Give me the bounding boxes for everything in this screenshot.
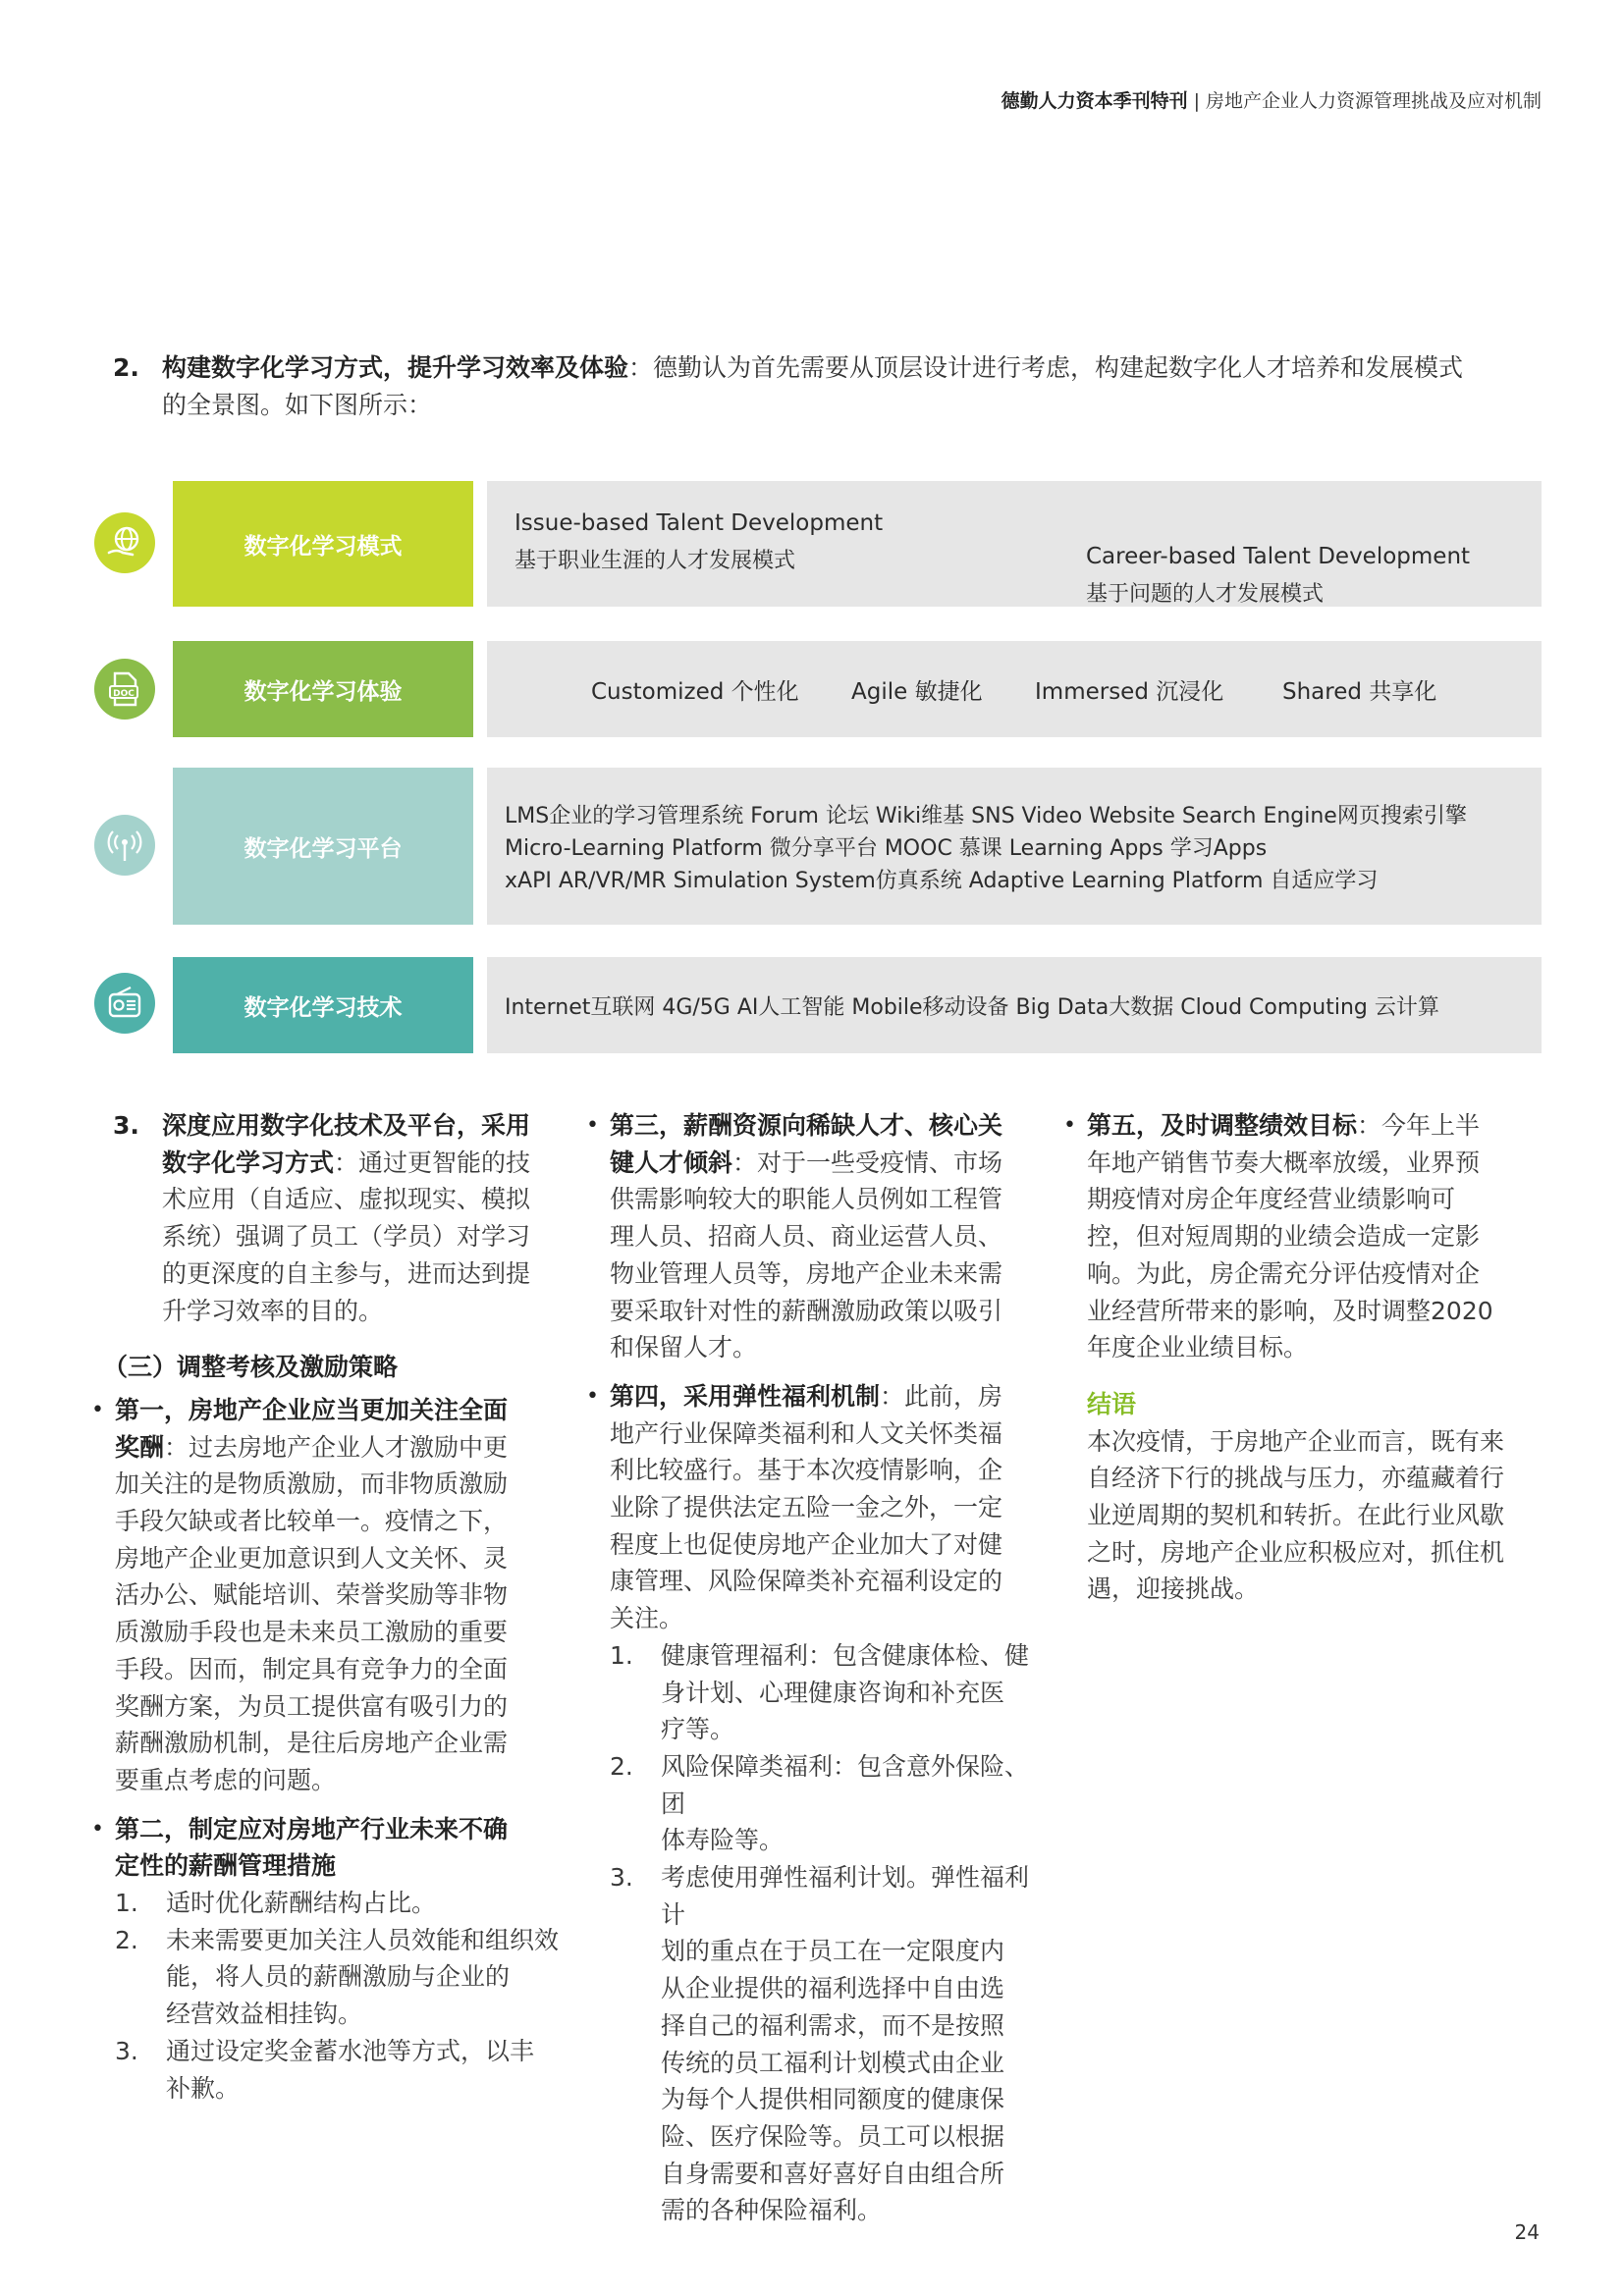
row-label-learning-technology: 数字化学习技术 xyxy=(173,957,473,1053)
bullet-third-line: 要采取针对性的薪酬激励政策以吸引 xyxy=(610,1296,1003,1325)
bullet-fifth-line: 响。为此，房企需充分评估疫情对企 xyxy=(1087,1258,1481,1288)
exp-shared: Shared 共享化 xyxy=(1282,679,1437,705)
sub-item-line: 通过设定奖金蓄水池等方式，以丰 xyxy=(166,2036,535,2065)
bullet-fourth-line: 关注。 xyxy=(610,1604,684,1633)
sub-item-line: 疗等。 xyxy=(661,1715,735,1744)
bullet-fifth-text-1: ：今年上半 xyxy=(1357,1111,1481,1140)
intro-text-1: ：德勤认为首先需要从顶层设计进行考虑，构建起数字化人才培养和发展模式 xyxy=(628,353,1464,382)
benefit-item-1 xyxy=(610,1637,1053,1748)
bullet-third-line: 和保留人才。 xyxy=(610,1333,758,1362)
mode-cn-2: 基于问题的人才发展模式 xyxy=(1086,582,1325,607)
bullet-fifth-line: 年地产销售节奏大概率放缓，业界预 xyxy=(1087,1148,1481,1177)
bullet-first-bold-1: 第一，房地产企业应当更加关注全面 xyxy=(115,1395,509,1424)
item-3-bold-1: 深度应用数字化技术及平台，采用 xyxy=(162,1111,531,1140)
bullet-second-bold-1: 第二，制定应对房地产行业未来不确 xyxy=(115,1814,509,1843)
sub-item-number: 2. xyxy=(610,1751,633,1781)
intro-text-2: 的全景图。如下图所示： xyxy=(162,391,433,419)
conclusion xyxy=(1087,1386,1549,1608)
bullet-dot: • xyxy=(586,1113,599,1138)
item-3-line: 升学习效率的目的。 xyxy=(162,1296,384,1325)
column-1 xyxy=(91,1107,560,2107)
bullet-fourth-text-1: ：此前，房 xyxy=(880,1381,1003,1411)
sub-item-number: 3. xyxy=(115,2036,138,2065)
item-3-bold-2: 数字化学习方式 xyxy=(162,1148,335,1177)
row-box-learning-mode xyxy=(487,481,1542,607)
sub-item-line: 择自己的福利需求，而不是按照 xyxy=(661,2010,1005,2040)
benefit-item-3 xyxy=(610,1859,1053,2229)
mode-cn-1: 基于职业生涯的人才发展模式 xyxy=(514,549,796,573)
sub-item-line: 身计划、心理健康咨询和补充医 xyxy=(661,1678,1005,1707)
mode-en-2: Career-based Talent Development xyxy=(1086,544,1471,569)
sub-item-line: 为每个人提供相同额度的健康保 xyxy=(661,2085,1005,2114)
conclusion-line: 之时，房地产企业应积极应对，抓住机 xyxy=(1087,1537,1505,1567)
running-header xyxy=(1001,86,1542,113)
bullet-first-bold-2: 奖酬 xyxy=(115,1432,165,1462)
platform-line-1: LMS企业的学习管理系统 Forum 论坛 Wiki维基 SNS Video Website Search Engine网页搜索引擎 xyxy=(505,804,1467,828)
bullet-first-line: 质激励手段也是未来员工激励的重要 xyxy=(115,1618,509,1647)
sub-item-line: 能，将人员的薪酬激励与企业的 xyxy=(166,1962,511,1992)
row-box-learning-experience xyxy=(487,641,1542,737)
item-3-line: 术应用（自适应、虚拟现实、模拟 xyxy=(162,1185,531,1214)
bullet-fourth-bold-1: 第四，采用弹性福利机制 xyxy=(610,1381,881,1411)
intro-bold: 构建数字化学习方式，提升学习效率及体验 xyxy=(162,353,629,382)
row-box-learning-technology xyxy=(487,957,1542,1053)
publication-name: 德勤人力资本季刊特刊 xyxy=(1001,90,1188,112)
conclusion-title: 结语 xyxy=(1087,1389,1137,1418)
sub-item-number: 1. xyxy=(610,1640,633,1670)
conclusion-line: 本次疫情，于房地产企业而言，既有来 xyxy=(1087,1426,1505,1456)
bullet-first xyxy=(91,1392,560,1799)
sub-item-line: 传统的员工福利计划模式由企业 xyxy=(661,2048,1005,2077)
column-3 xyxy=(1063,1107,1549,1608)
bullet-third xyxy=(586,1107,1053,1366)
doc-icon xyxy=(94,659,155,720)
bullet-second xyxy=(91,1811,560,2108)
bullet-first-line: 要重点考虑的问题。 xyxy=(115,1765,337,1794)
page-number: 24 xyxy=(1514,2220,1540,2244)
sub-item-line: 经营效益相挂钩。 xyxy=(166,2000,363,2029)
sub-item-number: 2. xyxy=(115,1925,138,1954)
sub-item-line: 自身需要和喜好喜好自由组合所 xyxy=(661,2159,1005,2188)
bullet-dot: • xyxy=(91,1397,104,1422)
exp-customized: Customized 个性化 xyxy=(591,679,799,705)
bullet-first-line: 薪酬激励机制，是往后房地产企业需 xyxy=(115,1729,509,1758)
bullet-fourth-line: 业除了提供法定五险一金之外，一定 xyxy=(610,1493,1003,1522)
sub-item-line: 从企业提供的福利选择中自由选 xyxy=(661,1974,1005,2003)
bullet-first-line: 手段欠缺或者比较单一。疫情之下， xyxy=(115,1507,509,1536)
row-label-learning-platform: 数字化学习平台 xyxy=(173,768,473,925)
bullet-fourth-line: 康管理、风险保障类补充福利设定的 xyxy=(610,1567,1003,1596)
globe-hand-icon xyxy=(94,512,155,573)
item-3-text-2: ：通过更智能的技 xyxy=(334,1148,531,1177)
exp-immersed: Immersed 沉浸化 xyxy=(1035,679,1224,705)
sub-item-number: 1. xyxy=(115,1889,138,1918)
mode-en-1: Issue-based Talent Development xyxy=(514,510,884,536)
row-label-learning-experience: 数字化学习体验 xyxy=(173,641,473,737)
sub-item-line: 划的重点在于员工在一定限度内 xyxy=(661,1937,1005,1966)
item-3-number: 3. xyxy=(113,1111,139,1140)
bullet-second-bold-2: 定性的薪酬管理措施 xyxy=(115,1851,337,1881)
sub-item-2 xyxy=(115,1922,560,2033)
bullet-first-line: 手段。因而，制定具有竞争力的全面 xyxy=(115,1654,509,1683)
header-separator: | xyxy=(1193,90,1200,112)
exp-agile: Agile 敏捷化 xyxy=(851,679,983,705)
bullet-fifth-line: 业经营所带来的影响，及时调整2020 xyxy=(1087,1296,1493,1325)
bullet-first-line: 加关注的是物质激励，而非物质激励 xyxy=(115,1469,509,1499)
sub-item-number: 3. xyxy=(610,1863,633,1893)
technology-line: Internet互联网 4G/5G AI人工智能 Mobile移动设备 Big Data大数据 Cloud Computing 云计算 xyxy=(505,995,1439,1020)
intro-number: 2. xyxy=(113,353,139,382)
row-box-learning-platform xyxy=(487,768,1542,925)
bullet-fifth-bold: 第五，及时调整绩效目标 xyxy=(1087,1111,1358,1140)
sub-item-line: 未来需要更加关注人员效能和组织效 xyxy=(166,1925,560,1954)
sub-item-line: 考虑使用弹性福利计划。弹性福利计 xyxy=(661,1863,1030,1929)
broadcast-icon xyxy=(94,815,155,876)
sub-item-3 xyxy=(115,2033,560,2107)
conclusion-line: 业逆周期的契机和转折。在此行业风歇 xyxy=(1087,1501,1505,1530)
sub-item-line: 需的各种保险福利。 xyxy=(661,2196,883,2225)
bullet-third-line: 物业管理人员等，房地产企业未来需 xyxy=(610,1258,1003,1288)
section-title: （三）调整考核及激励策略 xyxy=(103,1353,399,1382)
benefit-item-2 xyxy=(610,1748,1053,1859)
bullet-first-line: 房地产企业更加意识到人文关怀、灵 xyxy=(115,1543,509,1573)
row-label-learning-mode: 数字化学习模式 xyxy=(173,481,473,607)
item-3 xyxy=(113,1107,560,1329)
column-2 xyxy=(586,1107,1053,2229)
bullet-dot: • xyxy=(586,1383,599,1409)
platform-line-3: xAPI AR/VR/MR Simulation System仿真系统 Adaptive Learning Platform 自适应学习 xyxy=(505,869,1379,893)
conclusion-line: 自经济下行的挑战与压力，亦蕴藏着行 xyxy=(1087,1464,1505,1493)
bullet-third-bold-1: 第三，薪酬资源向稀缺人才、核心关 xyxy=(610,1111,1003,1140)
bullet-third-line: 理人员、招商人员、商业运营人员、 xyxy=(610,1222,1003,1252)
platform-line-2: Micro-Learning Platform 微分享平台 MOOC 慕课 Learning Apps 学习Apps xyxy=(505,836,1268,861)
intro-paragraph xyxy=(113,349,1546,424)
bullet-dot: • xyxy=(91,1816,104,1842)
radio-icon xyxy=(94,973,155,1034)
bullet-fifth-line: 年度企业业绩目标。 xyxy=(1087,1333,1309,1362)
sub-item-line: 体寿险等。 xyxy=(661,1826,785,1855)
bullet-fourth-line: 利比较盛行。基于本次疫情影响，企 xyxy=(610,1456,1003,1485)
sub-item-line: 补歉。 xyxy=(166,2073,241,2103)
header-subtitle: 房地产企业人力资源管理挑战及应对机制 xyxy=(1205,90,1542,112)
bullet-fourth-line: 程度上也促使房地产企业加大了对健 xyxy=(610,1529,1003,1559)
sub-item-line: 适时优化薪酬结构占比。 xyxy=(166,1889,437,1918)
sub-item-line: 风险保障类福利：包含意外保险、团 xyxy=(661,1751,1030,1818)
bullet-fourth-line: 地产行业保障类福利和人文关怀类福 xyxy=(610,1418,1003,1448)
conclusion-line: 遇，迎接挑战。 xyxy=(1087,1575,1260,1604)
bullet-first-line: 奖酬方案，为员工提供富有吸引力的 xyxy=(115,1691,509,1721)
sub-item-line: 险、医疗保险等。员工可以根据 xyxy=(661,2121,1005,2151)
bullet-first-line: 活办公、赋能培训、荣誉奖励等非物 xyxy=(115,1580,509,1610)
bullet-fifth-line: 期疫情对房企年度经营业绩影响可 xyxy=(1087,1185,1456,1214)
bullet-fifth xyxy=(1063,1107,1549,1366)
sub-item-line: 健康管理福利：包含健康体检、健 xyxy=(661,1640,1030,1670)
bullet-third-line: 供需影响较大的职能人员例如工程管 xyxy=(610,1185,1003,1214)
bullet-fourth xyxy=(586,1378,1053,2229)
bullet-fifth-line: 控，但对短周期的业绩会造成一定影 xyxy=(1087,1222,1481,1252)
bullet-third-text-2: ：对于一些受疫情、市场 xyxy=(732,1148,1003,1177)
item-3-line: 系统）强调了员工（学员）对学习 xyxy=(162,1222,531,1252)
bullet-third-bold-2: 键人才倾斜 xyxy=(610,1148,733,1177)
svg-text:DOC: DOC xyxy=(113,689,135,699)
bullet-first-text-2: ：过去房地产企业人才激励中更 xyxy=(164,1432,509,1462)
bullet-dot: • xyxy=(1063,1113,1076,1138)
sub-item-1 xyxy=(115,1885,560,1922)
item-3-line: 的更深度的自主参与，进而达到提 xyxy=(162,1258,531,1288)
